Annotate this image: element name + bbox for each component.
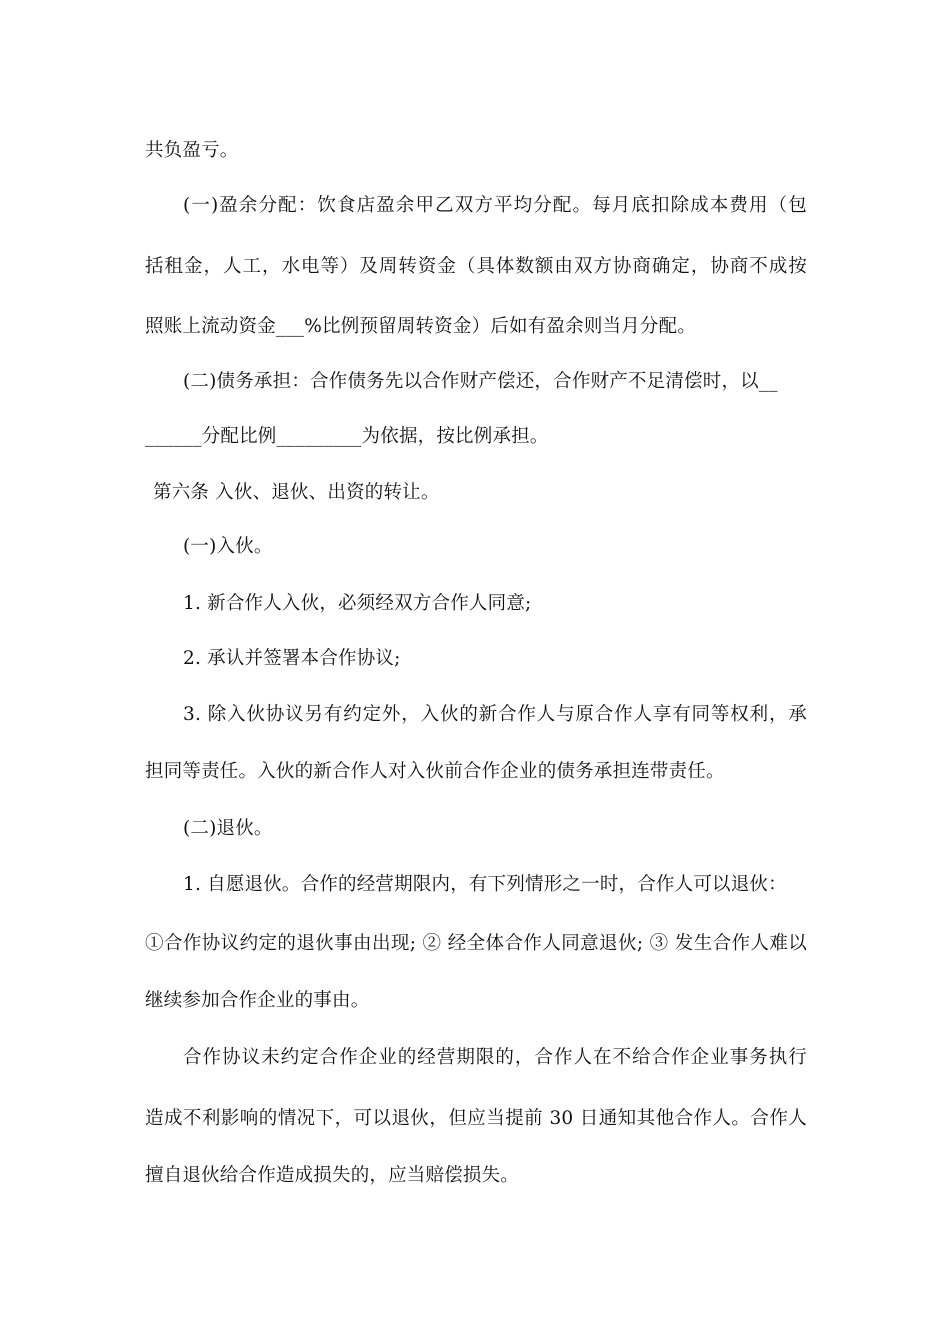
text-line-15: ①合作协议约定的退伙事由出现; ② 经全体合作人同意退伙; ③ 发生合作人难以 [145, 933, 807, 954]
text-line-16: 继续参加合作企业的事由。 [145, 990, 370, 1011]
text-line-4: 照账上流动资金___%比例预留周转资金）后如有盈余则当月分配。 [145, 316, 697, 337]
text-line-11: 3. 除入伙协议另有约定外，入伙的新合作人与原合作人享有同等权利，承 [183, 704, 807, 725]
text-line-13: (二)退伙。 [183, 818, 273, 839]
text-line-17: 合作协议未约定合作企业的经营期限的，合作人在不给合作企业事务执行 [183, 1047, 807, 1068]
text-line-14: 1. 自愿退伙。合作的经营期限内，有下列情形之一时，合作人可以退伙： [183, 874, 787, 895]
article-heading: 第六条 入伙、退伙、出资的转让。 [153, 482, 440, 503]
text-line-5: (二)债务承担：合作债务先以合作财产偿还，合作财产不足清偿时，以__ [183, 371, 778, 392]
text-line-1: 共负盈亏。 [145, 140, 239, 161]
text-line-3: 括租金，人工，水电等）及周转资金（具体数额由双方协商确定，协商不成按 [145, 256, 807, 277]
text-line-9: 1. 新合作人入伙，必须经双方合作人同意; [183, 593, 532, 614]
text-line-19: 擅自退伙给合作造成损失的，应当赔偿损失。 [145, 1165, 520, 1186]
text-line-18: 造成不利影响的情况下，可以退伙，但应当提前 30 日通知其他合作人。合作人 [145, 1108, 807, 1129]
text-line-12: 担同等责任。入伙的新合作人对入伙前合作企业的债务承担连带责任。 [145, 761, 725, 782]
text-line-8: (一)入伙。 [183, 536, 273, 557]
text-line-2: (一)盈余分配：饮食店盈余甲乙双方平均分配。每月底扣除成本费用（包 [183, 195, 807, 216]
text-line-6: ______分配比例_________为依据，按比例承担。 [145, 426, 549, 447]
text-line-10: 2. 承认并签署本合作协议; [183, 648, 401, 669]
